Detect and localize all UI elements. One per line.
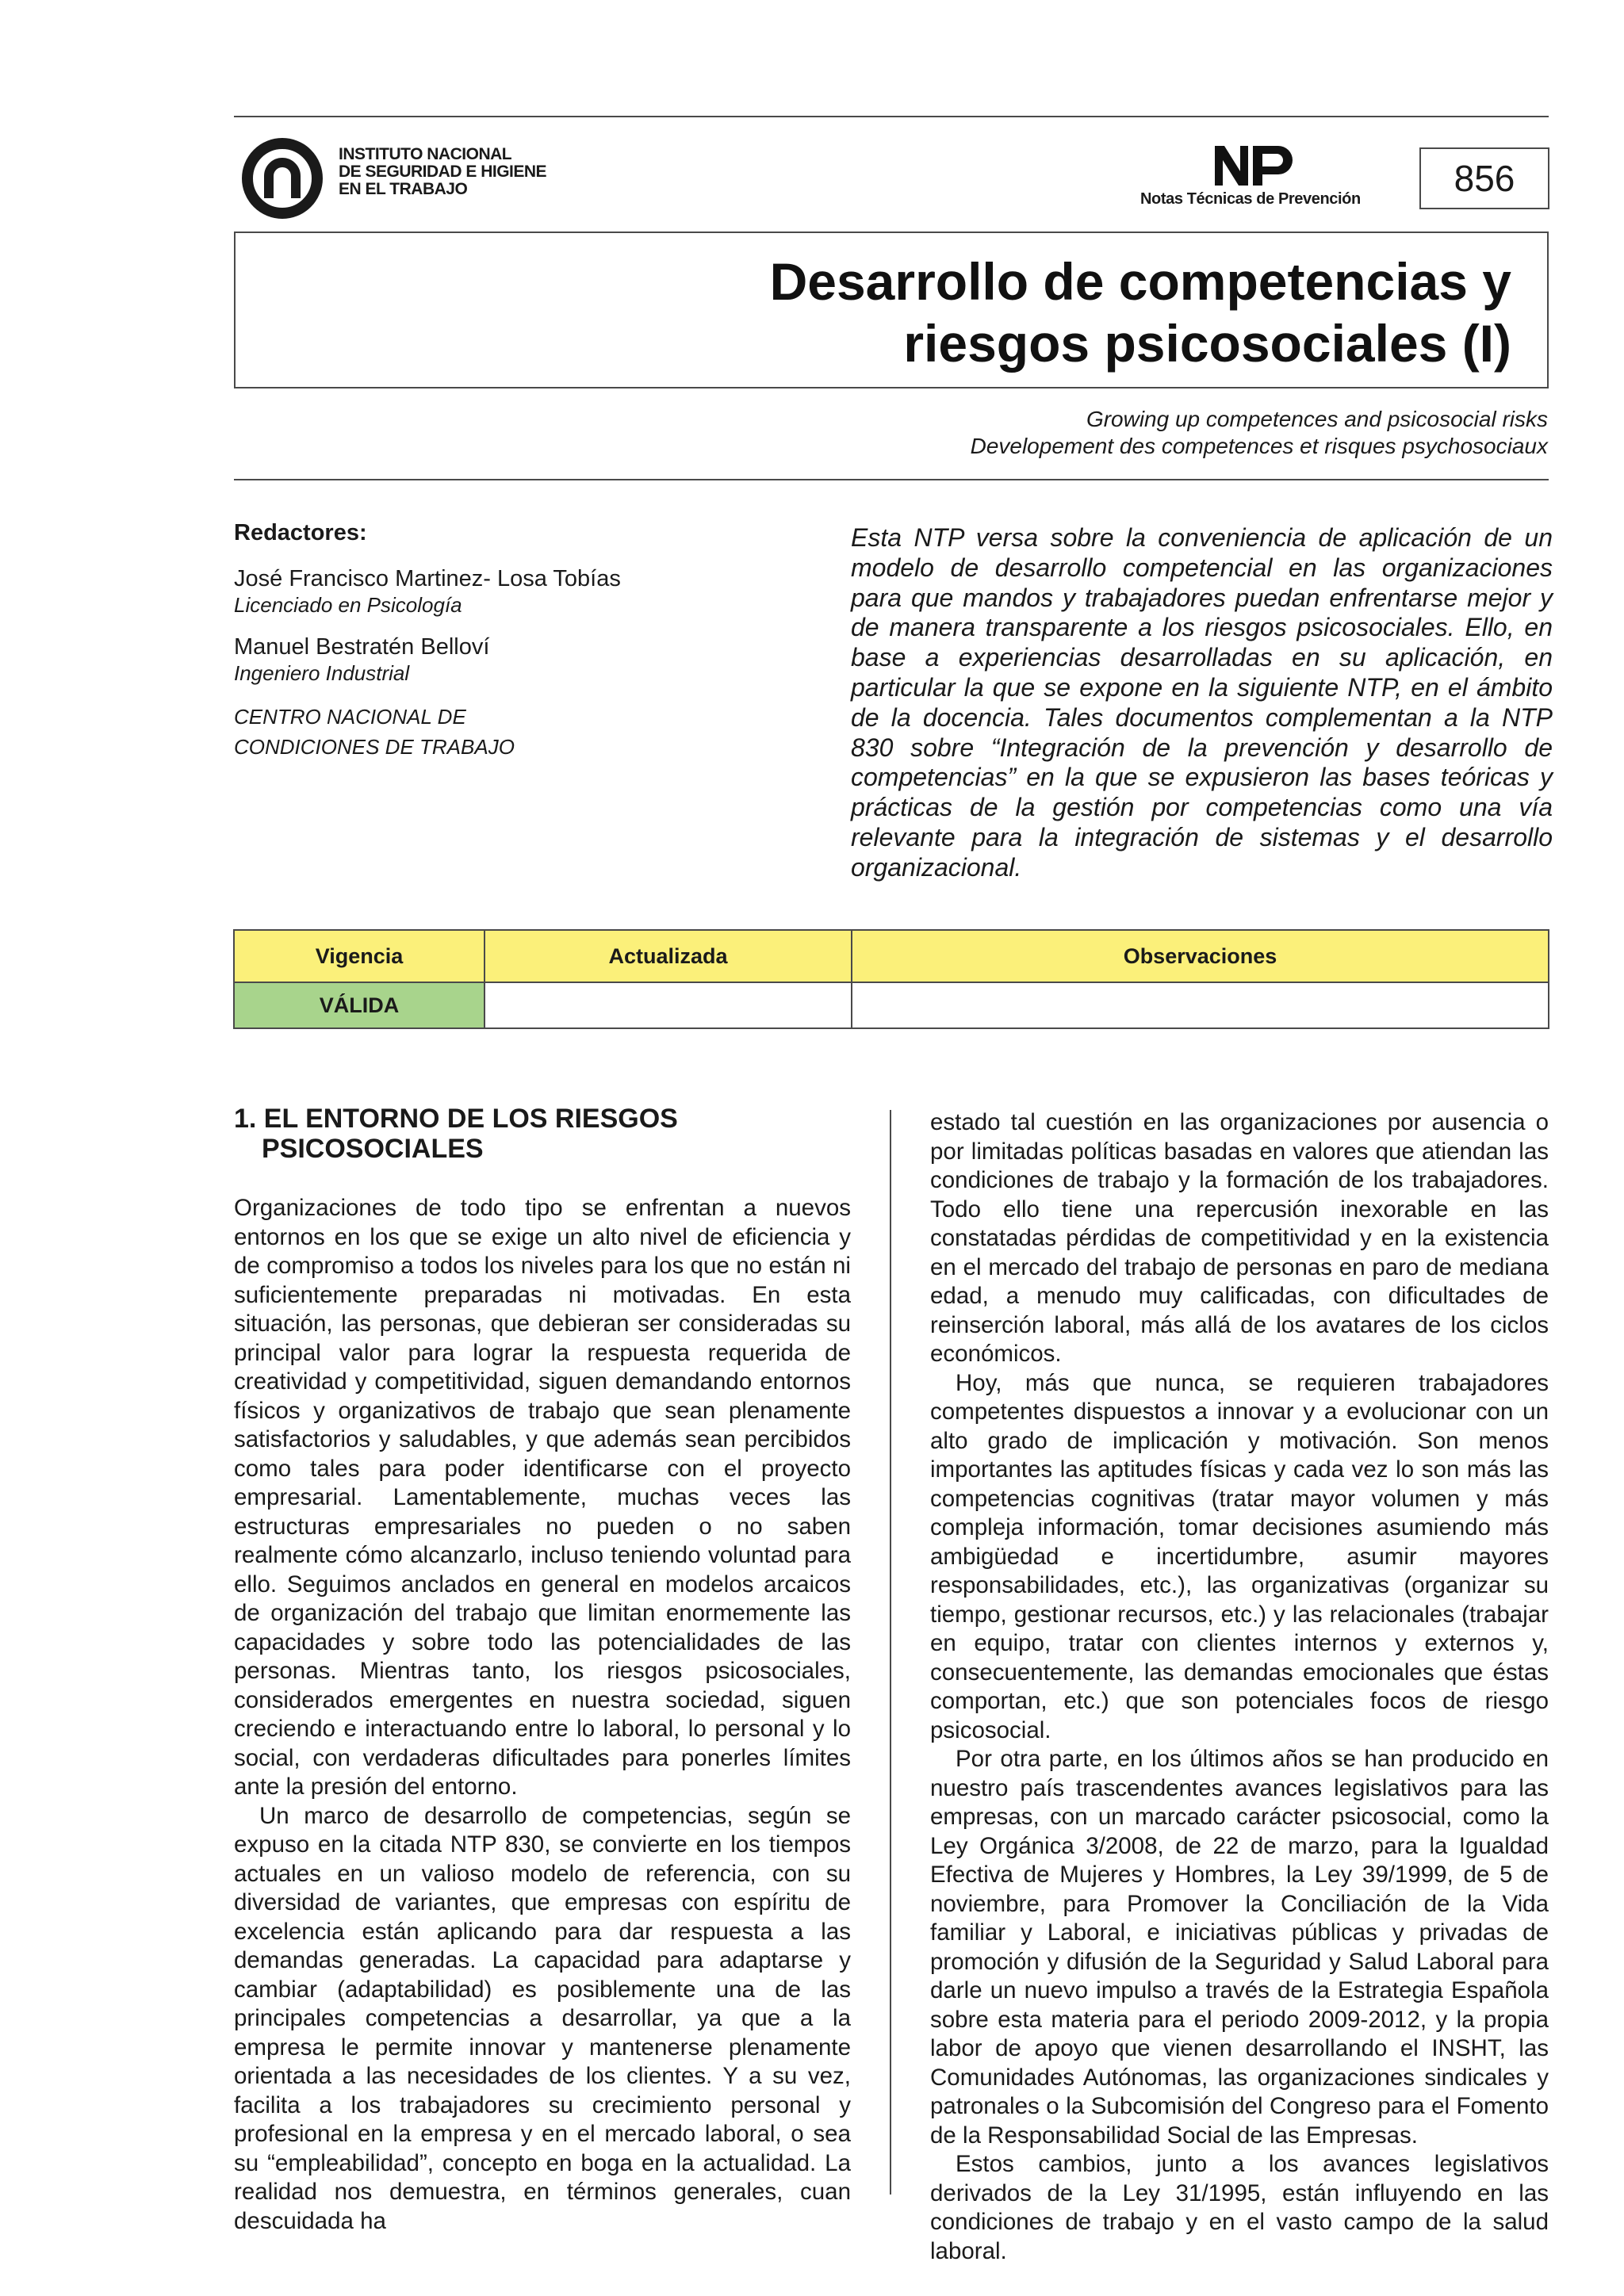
header-actualizada: Actualizada [485,930,852,982]
paragraph: Estos cambios, junto a los avances legislativos derivados de la Ley 31/1995, están influyendo en las condiciones de trabajo y en el vasto campo de la salud laboral. [930,2151,1549,2264]
status-table [233,929,1549,1029]
series-caption: Notas Técnicas de Prevención [1140,190,1361,208]
left-column [234,1194,851,2236]
translated-titles [971,406,1548,460]
insht-logo-icon [240,136,339,220]
status-valid-cell: VÁLIDA [234,982,485,1028]
ntp-number-box: 856 [1419,147,1549,209]
subtitle-english: Growing up competences and psicosocial risks [1086,407,1548,431]
authors-block [234,520,789,762]
authors-center [234,702,789,762]
paragraph: estado tal cuestión en las organizaciones por ausencia o por limitadas políticas basadas en valores que atiendan las condiciones de trabajo y la formación de los trabajadores. Todo ello tiene una repercusión inexorable en las constatadas pérdidas de competitividad y en la existencia en el mercado del trabajo de personas en paro de mediana edad, a menudo muy calificadas, con dificultades de reinserción laboral, más allá de los avatares de los ciclos económicos. [930,1109,1549,1367]
title-box [234,232,1549,388]
author-role: Licenciado en Psicología [234,593,462,617]
status-table-header-row [234,930,1549,982]
author-role: Ingeniero Industrial [234,661,410,685]
subtitle-bottom-rule [234,479,1549,480]
paragraph: Organizaciones de todo tipo se enfrentan a nuevos entornos en los que se exige un alto nivel de eficiencia y de compromiso a todos los niveles para los que no están ni suficientemente preparadas ni motivadas. En esta situación, las personas, que debieran ser consideradas su principal valor para lograr la respuesta requerida de creatividad y competitividad, siguen demandando entornos físicos y organizativos de trabajo que sean plenamente satisfactorios y saludables, y que además sean percibidos como tales para poder identificarse con el proyecto empresarial. Lamentablemente, muchas veces las estructuras empresariales no pueden o no saben realmente cómo alcanzarlo, incluso teniendo voluntad para ello. Seguimos anclados en general en modelos arcaicos de organización del trabajo que limitan enormemente las capacidades y sobre todo las potencialidades de las personas. Mientras tanto, los riesgos psicosociales, considerados emergentes en nuestra sociedad, siguen creciendo e interactuando entre lo laboral, lo personal y lo social, con verdaderas dificultades para ponerles límites ante la presión del entorno. [234,1195,851,1800]
header-observaciones: Observaciones [852,930,1549,982]
title-line-2: riesgos psicosociales (I) [903,314,1511,373]
section-heading-line: 1. EL ENTORNO DE LOS RIESGOS [234,1104,678,1134]
authors-heading: Redactores: [234,520,367,545]
header-vigencia: Vigencia [234,930,485,982]
section-heading-line: PSICOSOCIALES [262,1134,484,1164]
status-table-row [234,982,1549,1028]
page-title [770,251,1511,374]
updated-cell [485,982,852,1028]
institute-name-line: INSTITUTO NACIONAL [339,145,512,163]
column-divider [890,1110,891,2195]
paragraph: Un marco de desarrollo de competencias, según se expuso en la citada NTP 830, se convierte en los tiempos actuales en un valioso modelo de referencia, con su diversidad de variantes, que empresas con espíritu de excelencia están aplicando para dar respuesta a las demandas generadas. La capacidad para adaptarse y cambiar (adaptabilidad) es posiblemente una de las principales competencias a desarrollar, ya que a la empresa le permite innovar y mantenerse plenamente orientada a las necesidades de los clientes. Y a su vez, facilita a los trabajadores su crecimiento personal y profesional en la empresa y en el mercado laboral, o sea su “empleabilidad”, concepto en boga en la actualidad. La realidad nos demuestra, en términos generales, cuan descuidada ha [234,1802,851,2234]
right-column [930,1108,1549,2266]
observations-cell [852,982,1549,1028]
top-rule [234,116,1549,117]
section-heading [234,1104,678,1164]
title-line-1: Desarrollo de competencias y [769,252,1511,311]
subtitle-french: Developement des competences et risques psychosociaux [970,434,1548,458]
paragraph: Hoy, más que nunca, se requieren trabajadores competentes dispuestos a innovar y a evolucionar con un alto grado de implicación y motivación. Son menos importantes las aptitudes físicas y cada vez lo son más las competencias cognitivas (tratar mayor volumen y más compleja información, tomar decisiones asumiendo más ambigüedad e incertidumbre, asumir mayores responsabilidades, etc.), las organizativas (organizar su tiempo, gestionar recursos, etc.) y las relacionales (trabajar en equipo, tratar con clientes internos y externos y, consecuentemente, las demandas emocionales que éstas comportan, etc.) que son potenciales focos de riesgo psicosocial. [930,1369,1549,1743]
institute-name-line: EN EL TRABAJO [339,180,468,198]
abstract: Esta NTP versa sobre la conveniencia de aplicación de un modelo de desarrollo competencial en las organizaciones para que mandos y trabajadores puedan enfrentarse mejor y de manera transparente a los riesgos psicosociales. Ello, en base a experiencias desarrolladas en su aplicación, en particular la que se expone en la siguiente NTP, en el ámbito de la docencia. Tales documentos complementan a la NTP 830 sobre “Integración de la prevención y desarrollo de competencias” en la que se expusieron las bases teóricas y prácticas de la gestión por competencias como una vía relevante para la integración de sistemas y el desarrollo organizacional. [851,523,1553,882]
paragraph: Por otra parte, en los últimos años se han producido en nuestro país trascendentes avances legislativos para las empresas, con un marcado carácter psicosocial, como la Ley Orgánica 3/2008, de 22 de marzo, para la Igualdad Efectiva de Mujeres y Hombres, la Ley 39/1999, de 5 de noviembre, para Promover la Conciliación de la Vida familiar y Laboral, e iniciativas públicas y privadas de promoción y difusión de la Seguridad y Salud Laboral para darle un nuevo impulso a través de la Estrategia Española sobre esta materia para el periodo 2009-2012, y la propia labor de apoyo que vienen desarrollando el INSHT, las Comunidades Autónomas, las organizaciones sindicales y patronales o la Subcomisión del Congreso para el Fomento de la Responsabilidad Social de las Empresas. [930,1746,1549,2149]
center-line: CONDICIONES DE TRABAJO [234,735,515,759]
center-line: CENTRO NACIONAL DE [234,705,466,729]
np-logo-icon [1213,143,1300,189]
author-name: José Francisco Martinez- Losa Tobías [234,566,621,591]
author-name: Manuel Bestratén Belloví [234,634,490,660]
institute-name-line: DE SEGURIDAD E HIGIENE [339,163,547,181]
institute-name [339,146,546,198]
